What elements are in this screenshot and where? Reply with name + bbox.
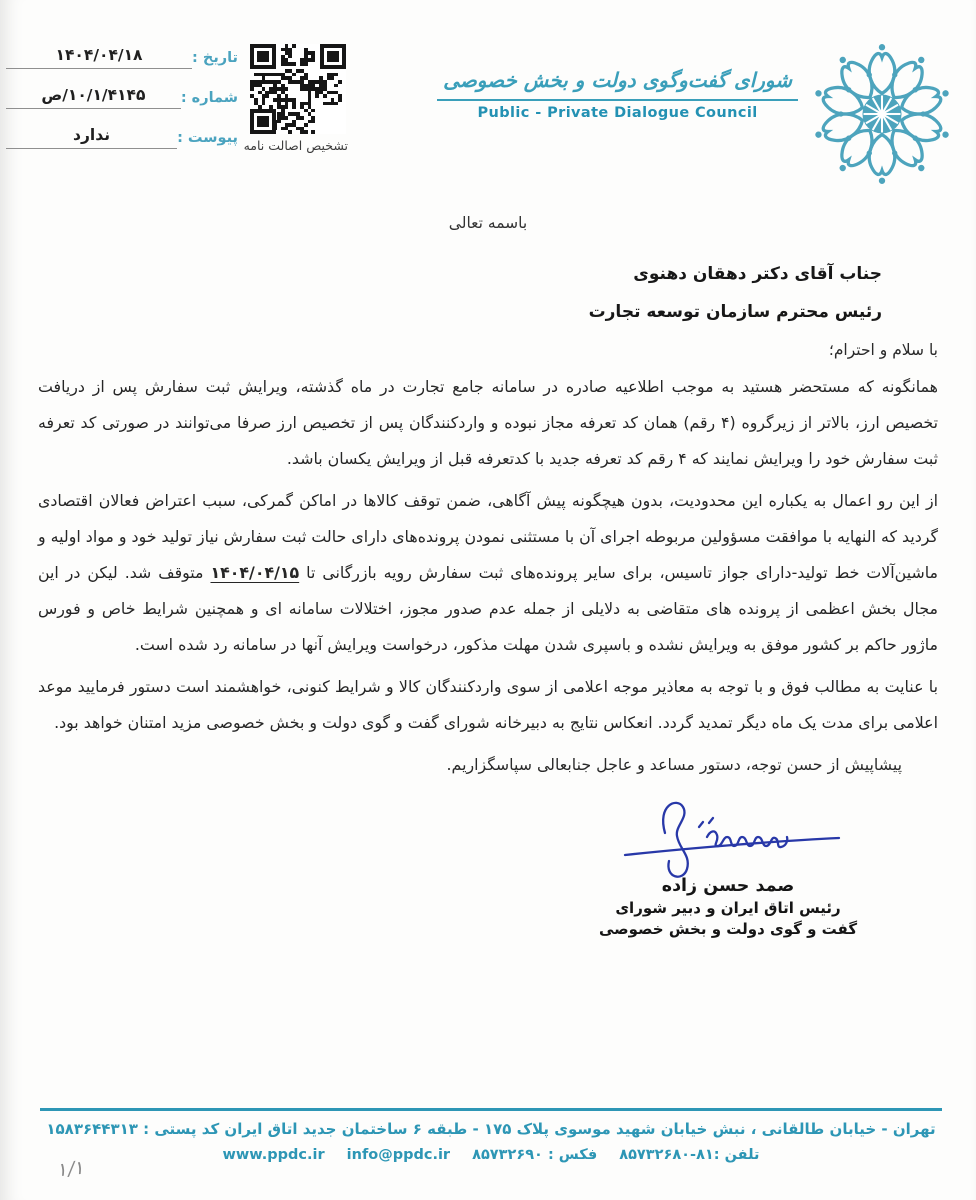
handwritten-signature-icon (578, 789, 878, 881)
signature-block (578, 789, 878, 940)
date-value: ۱۴۰۴/۰۴/۱۸ (6, 46, 192, 69)
email-address: info@ppdc.ir (346, 1147, 451, 1163)
qr-caption: تشخیص اصالت نامه (243, 138, 348, 153)
qr-finder-icon (320, 44, 346, 69)
signatory-name: صمد حسن زاده (661, 876, 795, 896)
letterhead-footer (40, 1108, 942, 1163)
letter-body (38, 205, 938, 940)
paragraph-2-text: از این رو اعمال به یکباره این محدودیت، بدون هیچگونه پیش آگاهی، ضمن توقف کالاها در اماکن گمرکی، سبب اعتراض فعالان اقتصادی گردید که النهایه با موافقت مسؤولین مربوطه اجرای آن با مستثنی نمودن پرونده‌های دارای حالت ثبت سفارش نیاز تولید خود و مواد اولیه و ماشین‌آلات خط تولید-دارای جواز تاسیس، برای سایر پرونده‌های ثبت سفارش رویه بازرگانی تا (38, 491, 938, 582)
signatory-title-line1: رئیس اتاق ایران و دبیر شورای (615, 899, 841, 917)
salutation: با سلام و احترام؛ (828, 341, 938, 359)
deadline-date: ۱۴۰۴/۰۴/۱۵ (210, 563, 300, 582)
qr-finder-icon (250, 44, 276, 69)
phone-number: تلفن :۸۱-۸۵۷۳۲۶۸۰ (619, 1147, 760, 1163)
signatory-title-line2: گفت و گوی دولت و بخش خصوصی (598, 920, 858, 938)
org-name-fa: شورای گفت‌وگوی دولت و بخش خصوصی (437, 68, 798, 101)
contact-line (40, 1147, 942, 1163)
recipient-name: جناب آقای دکتر دهقان دهنوی (633, 264, 882, 284)
letter-meta (6, 46, 238, 166)
qr-block (243, 44, 348, 153)
basmala: باسمه تعالی (448, 214, 528, 232)
body-paragraph-3: با عنایت به مطالب فوق و با توجه به معاذیر موجه اعلامی از سوی واردکنندگان کالا و شرایط کنونی، خواهشمند است دستور فرمایید موعد اعلامی برای مدت یک ماه دیگر تمدید گردد. انعکاس نتایج به دبیرخانه شورای گفت و گوی دولت و بخش خصوصی مزید امتنان خواهد بود. (38, 677, 938, 732)
qr-code-icon (250, 44, 346, 134)
recipient-title: رئیس محترم سازمان توسعه تجارت (588, 302, 882, 322)
attachment-label: پیوست : (177, 130, 238, 146)
closing-line: پیشاپیش از حسن توجه، دستور مساعد و عاجل جنابعالی سپاسگزاریم. (446, 755, 902, 774)
number-label: شماره : (180, 90, 238, 106)
paragraph-2-continuation: متوقف شد. لیکن در این مجال بخش اعظمی از پرونده های متقاضی به دلایلی از جمله عدم صدور مجوز، اختلالات سامانه ای و همچنین شرایط خاص و فورس ماژور حاکم بر کشور موفق به ویرایش نشده و باسپری شدن مهلت مذکور، درخواست ویرایش آنها در سامانه رد شده است. (38, 563, 938, 654)
page-number: ۱/۱ (56, 1156, 87, 1182)
council-logo-icon (808, 40, 956, 192)
fax-number: فکس : ۸۵۷۳۲۶۹۰ (472, 1147, 598, 1163)
attachment-value: ندارد (6, 126, 177, 149)
org-brand (437, 40, 956, 192)
body-paragraph-1: همانگونه که مستحضر هستید به موجب اطلاعیه صادره در سامانه جامع تجارت در ماه گذشته، ویرایش ثبت سفارش پس از دریافت تخصیص ارز، بالاتر از زیرگروه (۴ رقم) همان کد تعرفه مجاز نبوده و واردکنندگان پس از تخصیص ارز صرفا می‌توانند در صورتی کد تعرفه ثبت سفارش خود را ویرایش نمایند که ۴ رقم کد تعرفه جدید با کدتعرفه قبل از ویرایش یکسان باشد. (38, 377, 938, 468)
org-name-en: Public - Private Dialogue Council (477, 105, 758, 121)
qr-finder-icon (250, 109, 276, 134)
number-value: ۱۰/۱/۴۱۴۵/ص (6, 86, 181, 109)
date-field (6, 46, 238, 69)
number-field (6, 86, 238, 109)
body-paragraph-2 (38, 483, 938, 663)
date-label: تاریخ : (192, 50, 238, 66)
attachment-field (6, 126, 238, 149)
website-url: www.ppdc.ir (222, 1147, 325, 1163)
address-line: تهران - خیابان طالقانی ، نبش خیابان شهید موسوی پلاک ۱۷۵ - طبقه ۶ ساختمان جدید اتاق ایران کد پستی : ۱۵۸۳۶۴۴۳۱۳ (46, 1120, 936, 1138)
